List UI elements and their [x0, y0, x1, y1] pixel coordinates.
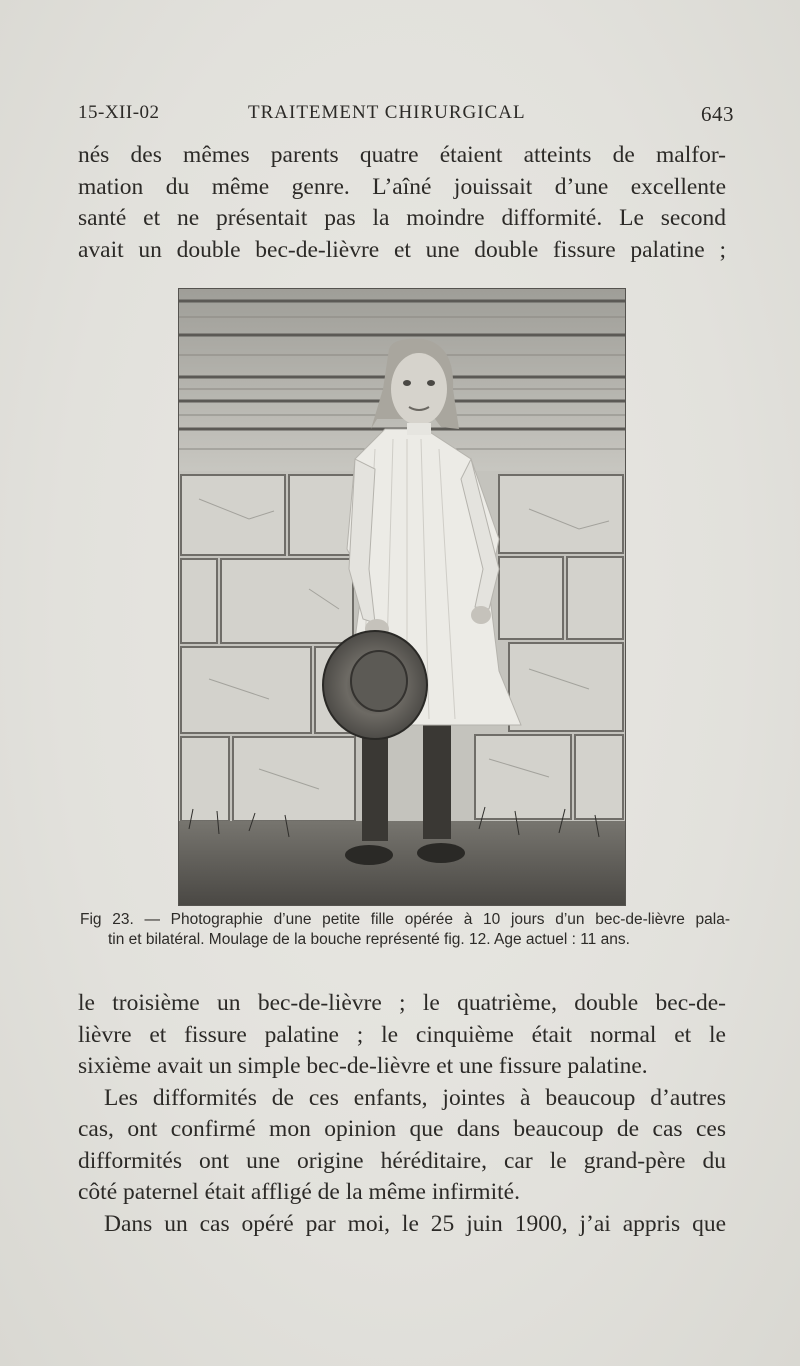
text-line: cas, ont confirmé mon opinion que dans beaucoup de cas ces: [78, 1116, 726, 1142]
running-head: [78, 98, 734, 128]
page-number: 643: [701, 102, 734, 126]
text-line: côté paternel était affligé de la même infirmité.: [78, 1179, 520, 1205]
figure-photograph: [178, 288, 626, 906]
text-line: mation du même genre. L’aîné jouissait d’une excellente: [78, 173, 726, 200]
caption-line: Fig 23. — Photographie d’une petite fille opérée à 10 jours d’un bec-de-lièvre pala-: [80, 911, 730, 928]
caption-line: tin et bilatéral. Moulage de la bouche représenté fig. 12. Age actuel : 11 ans.: [108, 931, 630, 948]
text-line: lièvre et fissure palatine ; le cinquième était normal et le: [78, 1021, 726, 1048]
paragraph-top: [78, 140, 726, 266]
text-line: Les difformités de ces enfants, jointes à beaucoup d’autres: [104, 1084, 726, 1111]
girl-standing-photo: [179, 289, 625, 905]
text-line: difformités ont une origine héréditaire, car le grand-père du: [78, 1147, 726, 1174]
text-line: santé et ne présentait pas la moindre difformité. Le second: [78, 205, 726, 231]
paragraph-bottom: [78, 988, 726, 1240]
text-line: Dans un cas opéré par moi, le 25 juin 1900, j’ai appris que: [104, 1210, 726, 1237]
text-line: le troisième un bec-de-lièvre ; le quatrième, double bec-de-: [78, 990, 726, 1016]
figure-caption: [80, 910, 730, 950]
text-line: nés des mêmes parents quatre étaient atteints de malfor-: [78, 142, 726, 168]
text-line: sixième avait un simple bec-de-lièvre et une fissure palatine.: [78, 1053, 648, 1079]
text-line: avait un double bec-de-lièvre et une double fissure palatine ;: [78, 236, 726, 263]
header-date: 15-XII-02: [78, 102, 160, 123]
header-title: TRAITEMENT CHIRURGICAL: [248, 102, 526, 123]
